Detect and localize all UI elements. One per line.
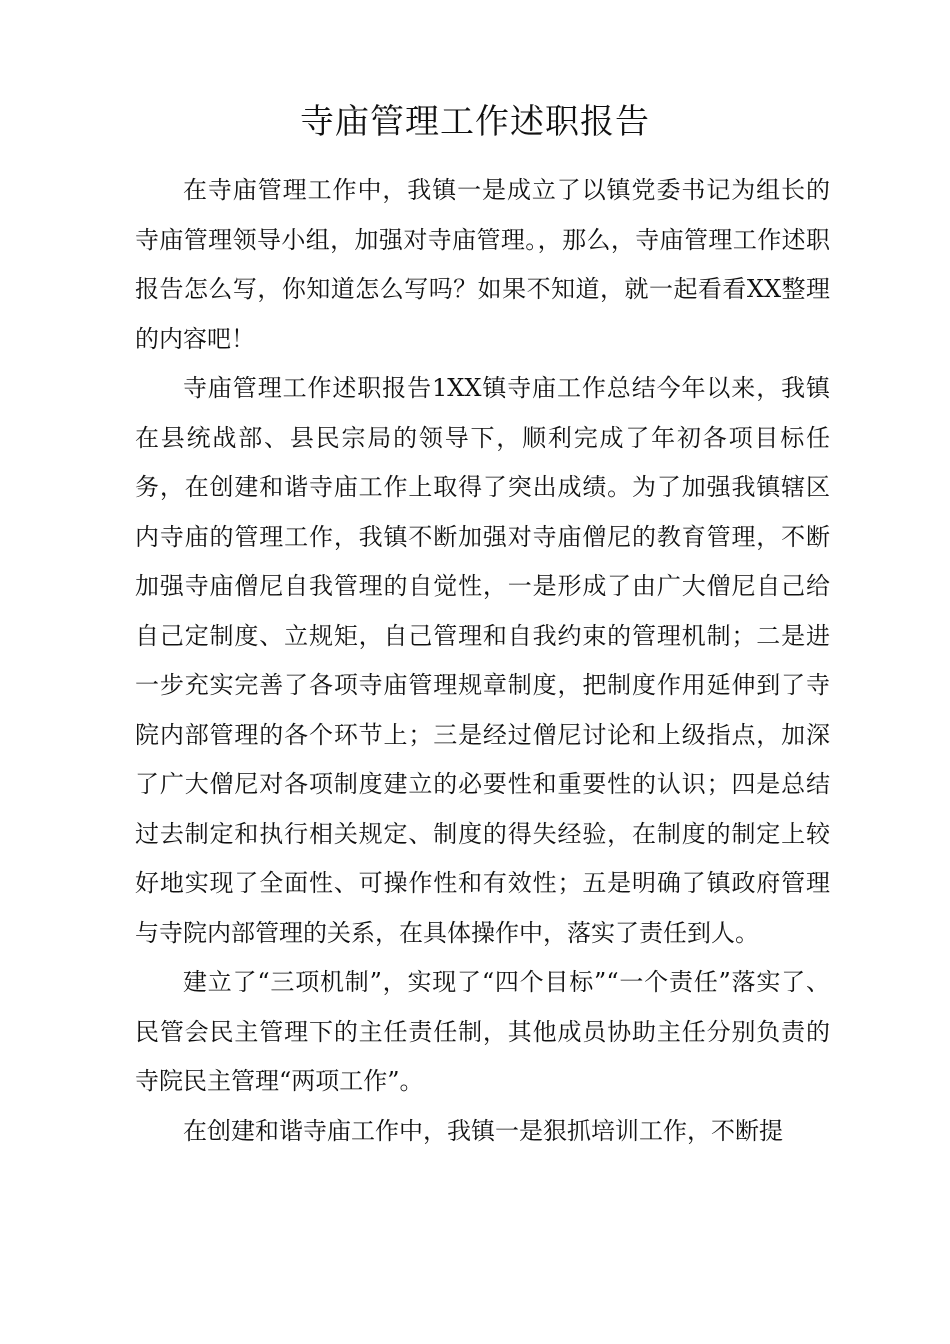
document-body — [135, 166, 830, 1156]
document-title: 寺庙管理工作述职报告 — [300, 102, 650, 142]
paragraph-report-1: 寺庙管理工作述职报告1XX镇寺庙工作总结今年以来，我镇在县统战部、县民宗局的领导下，顺利完成了年初各项目标任务，在创建和谐寺庙工作上取得了突出成绩。为了加强我镇辖区内寺庙的管理工作，我镇不断加强对寺庙僧尼的教育管理，不断加强寺庙僧尼自我管理的自觉性，一是形成了由广大僧尼自己给自己定制度、立规矩，自己管理和自我约束的管理机制；二是进一步充实完善了各项寺庙管理规章制度，把制度作用延伸到了寺院内部管理的各个环节上；三是经过僧尼讨论和上级指点，加深了广大僧尼对各项制度建立的必要性和重要性的认识；四是总结过去制定和执行相关规定、制度的得失经验，在制度的制定上较好地实现了全面性、可操作性和有效性；五是明确了镇政府管理与寺院内部管理的关系，在具体操作中，落实了责任到人。 — [135, 374, 830, 947]
paragraph-mechanisms: 建立了“三项机制”，实现了“四个目标”“一个责任”落实了、民管会民主管理下的主任责任制，其他成员协助主任分别负责的寺院民主管理“两项工作”。 — [135, 968, 830, 1095]
paragraph-harmony: 在创建和谐寺庙工作中，我镇一是狠抓培训工作，不断提 — [183, 1116, 783, 1145]
paragraph-intro: 在寺庙管理工作中，我镇一是成立了以镇党委书记为组长的寺庙管理领导小组，加强对寺庙管理。，那么，寺庙管理工作述职报告怎么写，你知道怎么写吗？如果不知道，就一起看看XX整理的内容吧！ — [135, 176, 830, 353]
